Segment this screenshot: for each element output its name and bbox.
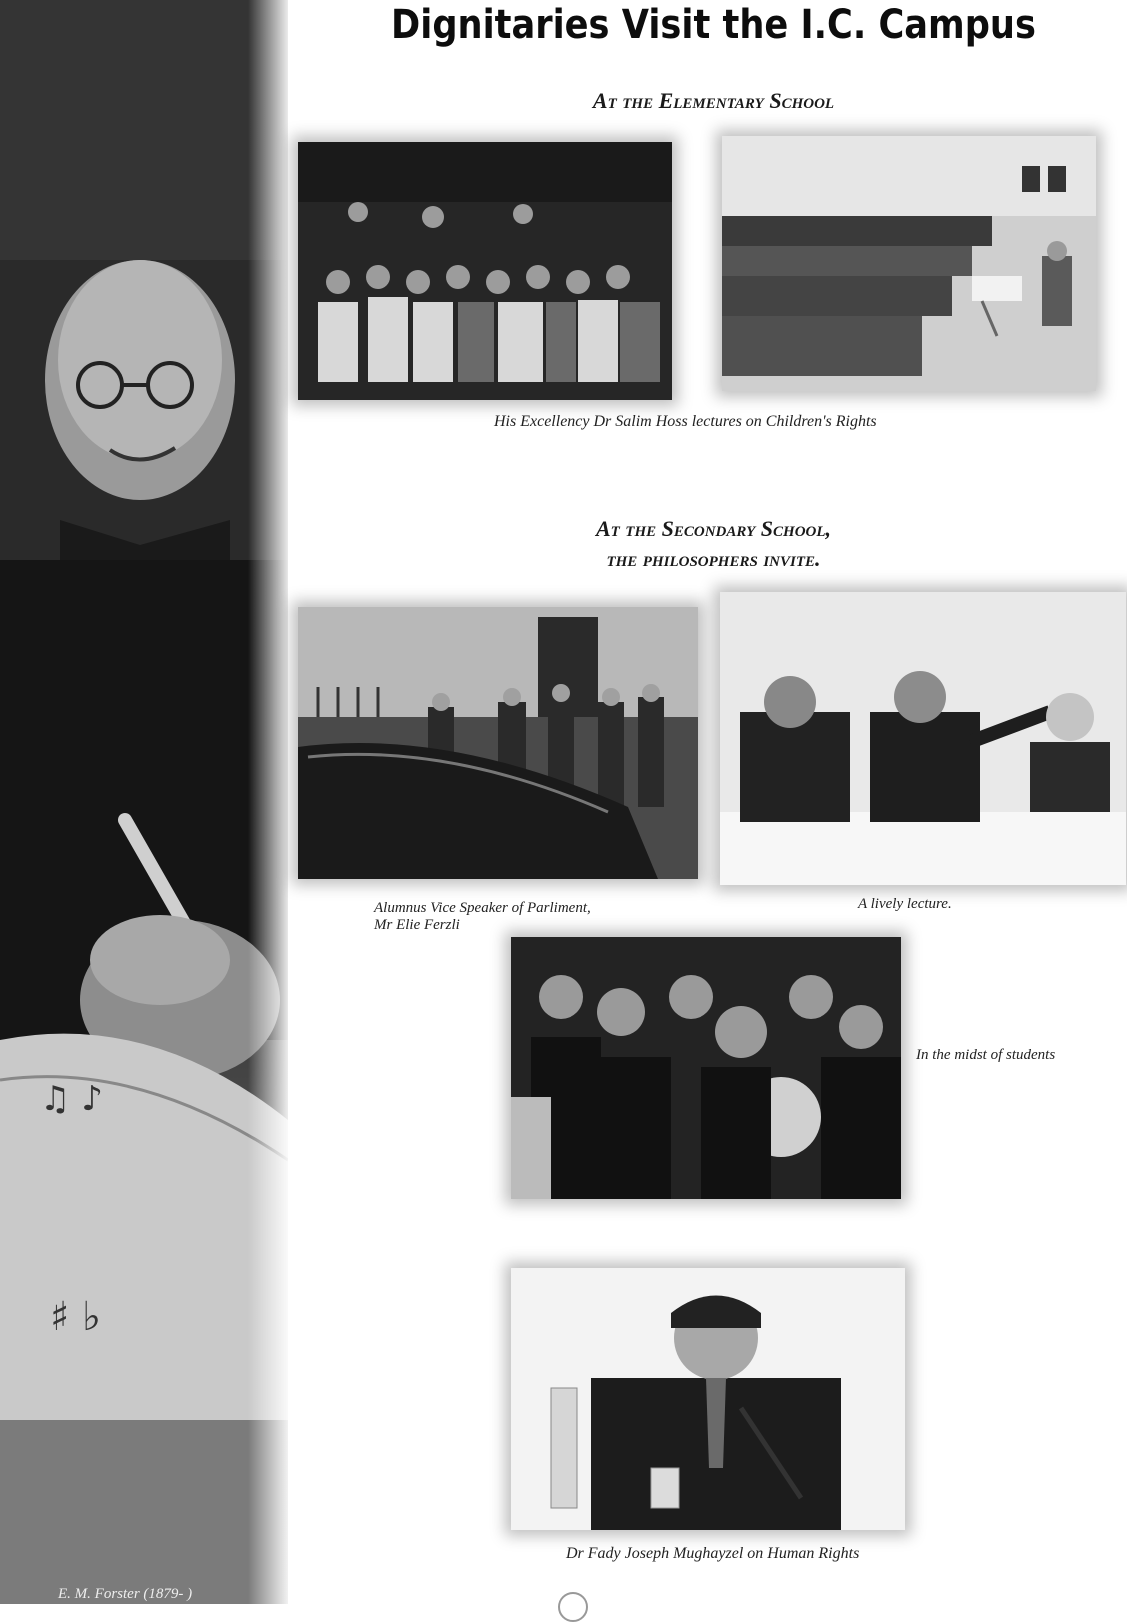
sidebar-portrait-strip bbox=[0, 0, 288, 1604]
photo-lecture-hall bbox=[722, 136, 1096, 391]
caption-ferzli-line1: Alumnus Vice Speaker of Parliment, bbox=[374, 900, 591, 916]
page-title: Dignitaries Visit the I.C. Campus bbox=[391, 2, 1036, 48]
caption-ferzli-line2: Mr Elie Ferzli bbox=[374, 917, 460, 933]
photo-among-students bbox=[511, 937, 901, 1199]
elementary-heading-text: At the Elementary School bbox=[592, 88, 835, 113]
secondary-heading-line1: At the Secondary School, bbox=[595, 516, 832, 541]
caption-lively-lecture: A lively lecture. bbox=[858, 896, 952, 912]
svg-text:♫ ♪: ♫ ♪ bbox=[40, 1079, 103, 1119]
photo-children-group bbox=[298, 142, 672, 400]
sidebar-fade bbox=[248, 0, 288, 1604]
svg-text:♯ ♭: ♯ ♭ bbox=[50, 1294, 101, 1340]
secondary-heading-line2: the philosophers invite. bbox=[606, 546, 821, 571]
photo-mughayzel bbox=[511, 1268, 905, 1530]
elementary-heading bbox=[300, 88, 1127, 114]
caption-hoss: His Excellency Dr Salim Hoss lectures on Children's Rights bbox=[494, 413, 877, 430]
photo-lively-lecture bbox=[720, 592, 1126, 885]
footer-logo-icon bbox=[558, 1592, 588, 1622]
portrait-illustration bbox=[0, 0, 288, 1604]
sidebar-caption: E. M. Forster (1879- ) bbox=[58, 1586, 193, 1602]
caption-students: In the midst of students bbox=[916, 1047, 1056, 1063]
photo-ferzli-arrival bbox=[298, 607, 698, 879]
caption-mughayzel: Dr Fady Joseph Mughayzel on Human Rights bbox=[566, 1545, 860, 1562]
caption-ferzli bbox=[374, 900, 591, 934]
secondary-heading bbox=[300, 514, 1127, 574]
